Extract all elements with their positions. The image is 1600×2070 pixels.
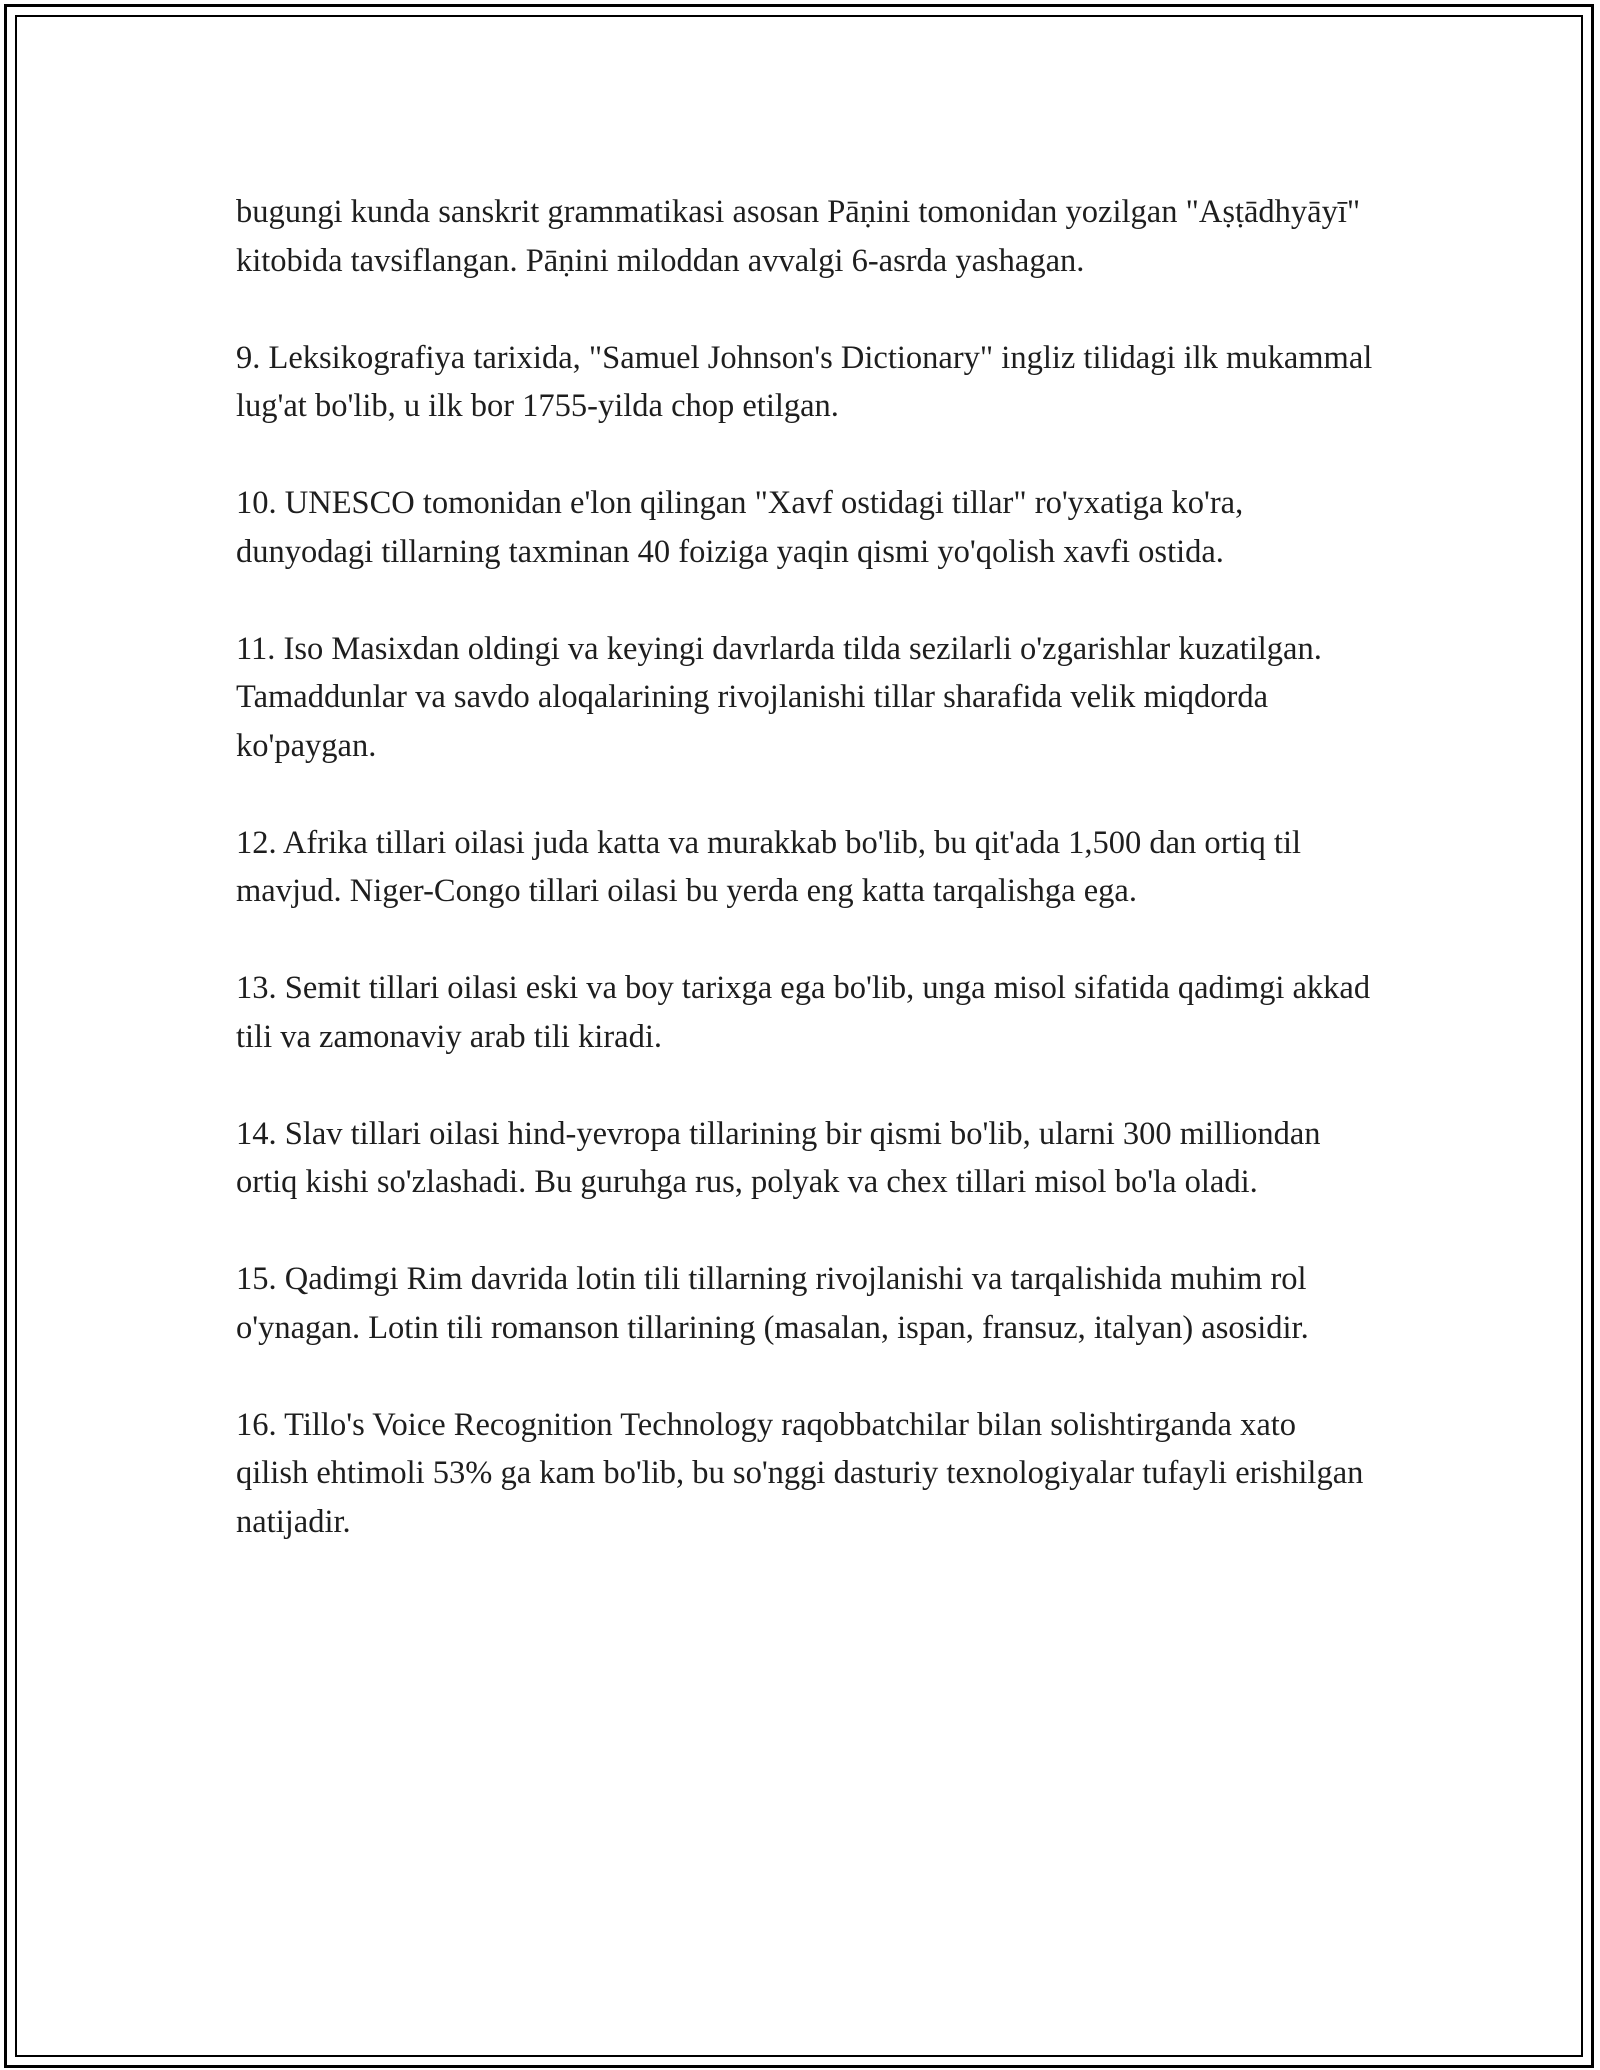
paragraph-10-unesco: 10. UNESCO tomonidan e'lon qilingan "Xavf ostidagi tillar" ro'yxatiga ko'ra, dunyodagi tillarning taxminan 40 foiziga yaqin qismi yo'qolish xavfi ostida. (236, 485, 1244, 570)
paragraph-13-semitic-languages: 13. Semit tillari oilasi eski va boy tarixga ega bo'lib, unga misol sifatida qadimgi akkad tili va zamonaviy arab tili kiradi. (236, 970, 1371, 1055)
paragraph-12-african-languages: 12. Afrika tillari oilasi juda katta va murakkab bo'lib, bu qit'ada 1,500 dan ortiq til mavjud. Niger-Congo tillari oilasi bu yerda eng katta tarqalishga ega. (236, 824, 1302, 909)
paragraph-16-voice-recognition: 16. Tillo's Voice Recognition Technology raqobbatchilar bilan solishtirganda xato qilish ehtimoli 53% ga kam bo'lib, bu so'nggi dasturiy texnologiyalar tufayli erishilgan natijadir. (236, 1406, 1364, 1540)
paragraph-9-lexicography: 9. Leksikografiya tarixida, "Samuel Johnson's Dictionary" ingliz tilidagi ilk mukammal lug'at bo'lib, u ilk bor 1755-yilda chop etilgan. (236, 339, 1373, 424)
paragraph-14-slavic-languages: 14. Slav tillari oilasi hind-yevropa tillarining bir qismi bo'lib, ularni 300 milliondan ortiq kishi so'zlashadi. Bu guruhga rus, polyak va chex tillari misol bo'la oladi. (236, 1115, 1321, 1200)
document-body (236, 188, 1376, 1595)
paragraph-15-latin: 15. Qadimgi Rim davrida lotin tili tillarning rivojlanishi va tarqalishida muhim rol o'ynagan. Lotin tili romanson tillarining (masalan, ispan, fransuz, italyan) asosidir. (236, 1261, 1309, 1346)
paragraph-11-language-change: 11. Iso Masixdan oldingi va keyingi davrlarda tilda sezilarli o'zgarishlar kuzatilgan. Tamaddunlar va savdo aloqalarining rivojlanishi tillar sharafida velik miqdorda ko'paygan. (236, 630, 1322, 764)
paragraph-panini: bugungi kunda sanskrit grammatikasi asosan Pāṇini tomonidan yozilgan "Aṣṭādhyāyī" kitobida tavsiflangan. Pāṇini miloddan avvalgi 6-asrda yashagan. (236, 194, 1361, 279)
